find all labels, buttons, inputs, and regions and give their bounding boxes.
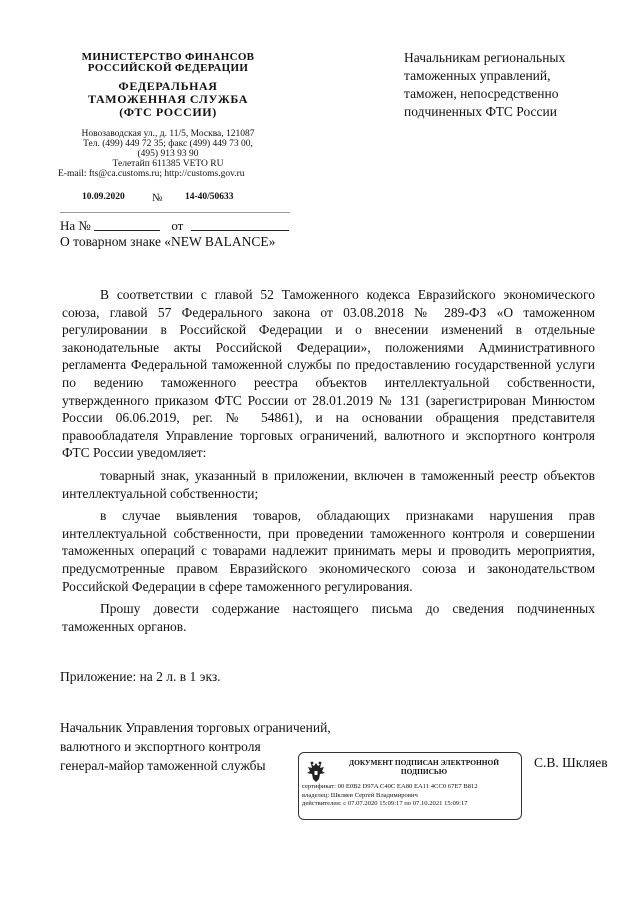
subject-line: О товарном знаке «NEW BALANCE» — [60, 234, 276, 249]
contact-details — [58, 129, 278, 179]
e-signature-owner: владелец: Шкляев Сергей Владимирович — [302, 791, 418, 799]
addressee-line-4: подчиненных ФТС России — [404, 104, 557, 119]
addressee-line-3: таможен, непосредственно — [404, 86, 559, 101]
address-line-1: Новозаводская ул., д. 11/5, Москва, 121087 — [81, 129, 255, 139]
ref-number-blank — [94, 218, 160, 231]
signatory-title-line-2: валютного и экспортного контроля — [60, 739, 261, 754]
signatory-title-line-1: Начальник Управления торговых ограничений, — [60, 720, 331, 735]
service-line-2: ТАМОЖЕННАЯ СЛУЖБА — [88, 92, 248, 106]
address-line-3: (495) 913 93 90 — [137, 149, 199, 159]
registration-bar — [60, 192, 290, 213]
ref-date-blank — [191, 218, 289, 231]
letterhead — [58, 52, 278, 179]
ref-label: На № — [60, 218, 91, 233]
signatory-title-line-3: генерал-майор таможенной службы — [60, 758, 266, 773]
service-line-1: ФЕДЕРАЛЬНАЯ — [118, 79, 218, 93]
signatory-name: С.В. Шкляев — [534, 755, 608, 770]
addressee-line-2: таможенных управлений, — [404, 68, 551, 83]
e-signature-certificate: сертификат: 00 E0B2 D97A C40C EA80 EA11 4CC0 67E7 B812 — [302, 783, 478, 790]
document-date: 10.09.2020 — [82, 192, 125, 202]
enclosure-note: Приложение: на 2 л. в 1 экз. — [60, 669, 221, 684]
body-paragraph-3: в случае выявления товаров, обладающих признаками нарушения прав интеллектуальной собственности, при проведении таможенного контроля и совершении таможенных операций с товарами надлежит принимать меры и проводить мероприятия, предусмотренные правом Евразийского экономического союза и законодательством Российской Федерации в сфере таможенного регулирования. — [62, 508, 595, 594]
e-signature-details — [302, 783, 517, 809]
address-line-5: E-mail: fts@ca.customs.ru; http://customs.gov.ru — [58, 169, 245, 179]
service-line-3: (ФТС РОССИИ) — [119, 105, 217, 119]
double-headed-eagle-emblem-icon — [303, 759, 329, 785]
e-signature-validity: действителен: с 07.07.2020 15:09:17 по 07.10.2021 15:09:17 — [302, 800, 468, 808]
letter-body — [62, 286, 595, 640]
address-line-4: Телетайп 611385 VETO RU — [112, 159, 224, 169]
body-paragraph-4: Прошу довести содержание настоящего письма до сведения подчиненных таможенных органов. — [62, 601, 595, 634]
body-paragraph-1: В соответствии с главой 52 Таможенного кодекса Евразийского экономического союза, главой 57 Федерального закона от 03.08.2018 № 289-ФЗ «О таможенном регулировании в Российской Федерации и о внесении изменений в отдельные законодательные акты Российской Федерации», положениями Административного регламента Федеральной таможенной службы по предоставлению государственной услуги по ведению таможенного реестра объектов интеллектуальной собственности, утвержденного приказом ФТС России от 28.01.2019 № 131 (зарегистрирован Минюстом России 06.06.2019, рег. № 54861), и на основании обращения представителя правообладателя Управление торговых ограничений, валютного и экспортного контроля ФТС России уведомляет: — [62, 287, 595, 461]
signatory-title — [60, 718, 331, 775]
body-paragraph-2: товарный знак, указанный в приложении, включен в таможенный реестр объектов интеллектуальной собственности; — [62, 467, 595, 501]
addressee-line-1: Начальникам региональных — [404, 50, 566, 65]
ref-from-label: от — [171, 218, 184, 233]
ministry-line-1: МИНИСТЕРСТВО ФИНАНСОВ — [81, 51, 255, 63]
address-line-2: Тел. (499) 449 72 35; факс (499) 449 73 00, — [83, 139, 253, 149]
ministry-line-2: РОССИЙСКОЙ ФЕДЕРАЦИИ — [87, 62, 249, 74]
document-number: 14-40/50633 — [185, 192, 234, 202]
e-signature-header: ДОКУМЕНТ ПОДПИСАН ЭЛЕКТРОННОЙ ПОДПИСЬЮ — [349, 758, 499, 776]
service-name — [58, 80, 278, 119]
electronic-signature-stamp — [298, 752, 522, 820]
number-sign: № — [152, 192, 163, 204]
reference-line — [60, 218, 289, 234]
addressee — [404, 49, 604, 121]
